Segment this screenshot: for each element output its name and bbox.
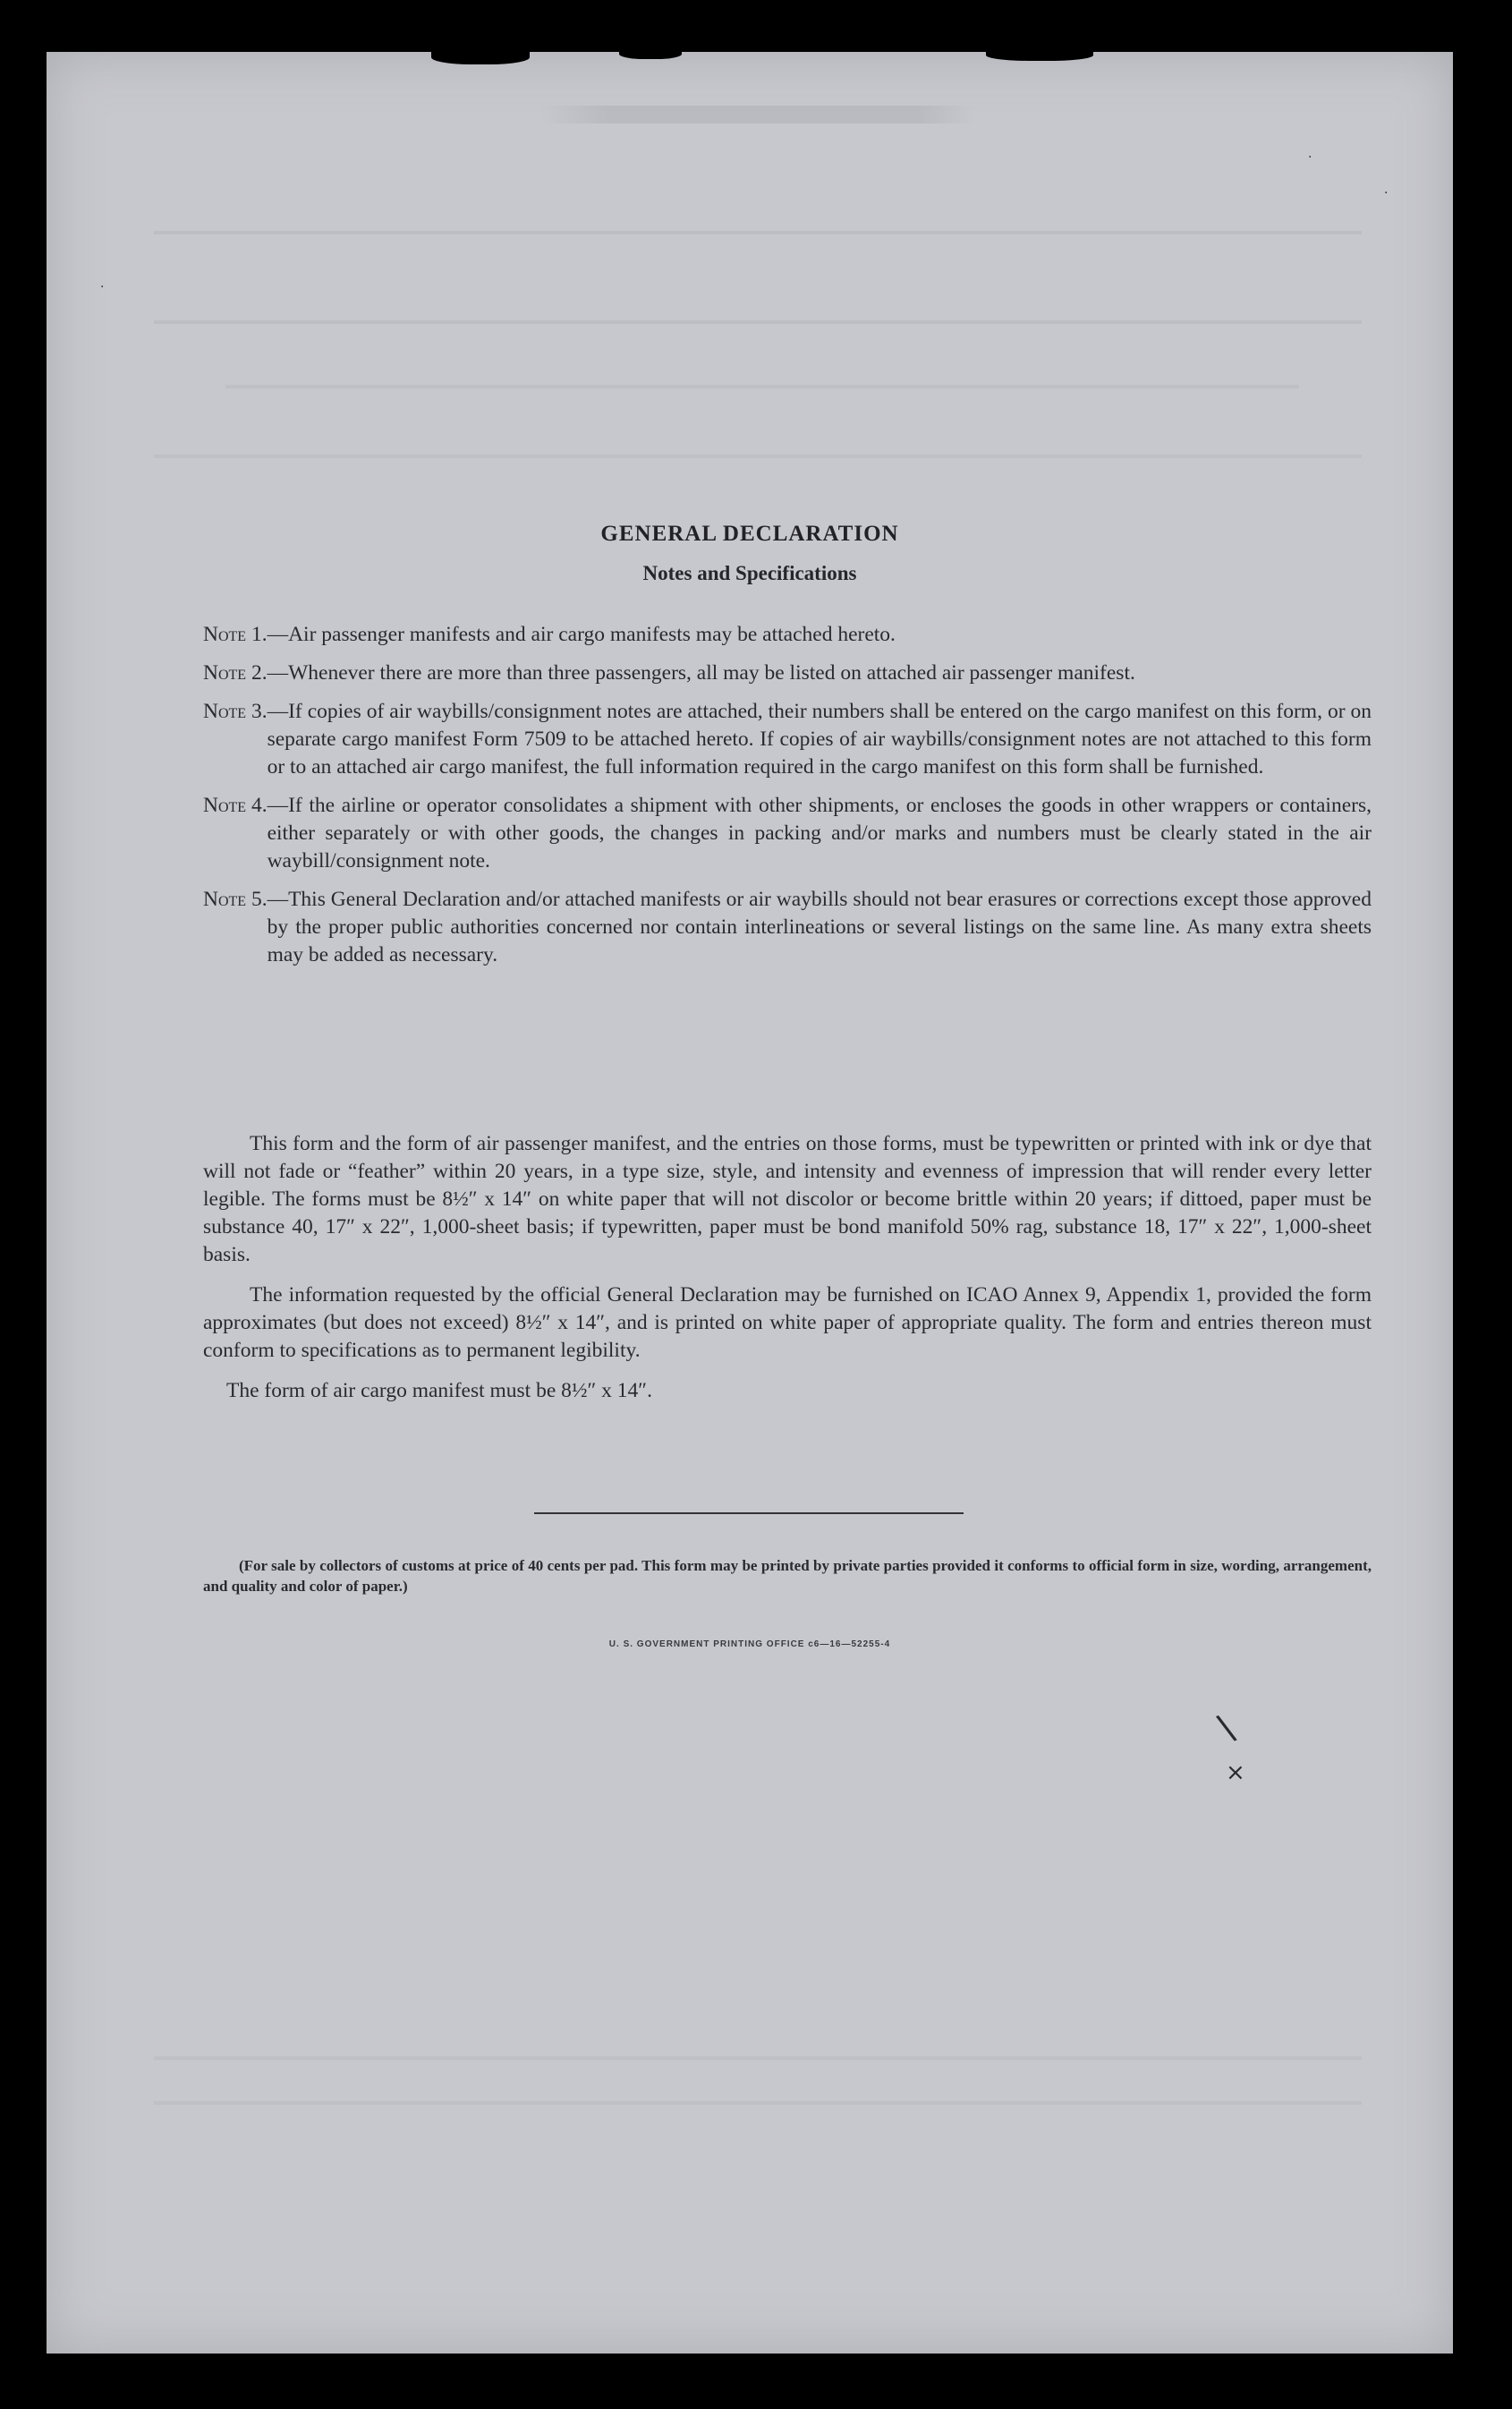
note-item (203, 660, 1372, 687)
note-label: Note 2. (203, 661, 268, 685)
bleed-through-line (47, 106, 1453, 123)
paper-tear (431, 52, 530, 64)
specifications-body (203, 1130, 1372, 1417)
bleed-through-line (154, 2056, 1362, 2060)
cargo-manifest-size-line: The form of air cargo manifest must be 8½″ x 14″. (226, 1379, 652, 1402)
note-label: Note 5. (203, 888, 268, 911)
note-label: Note 3. (203, 700, 268, 723)
note-text: —Whenever there are more than three passengers, all may be listed on attached air passenger manifest. (267, 661, 1135, 685)
paper-tear (619, 52, 682, 59)
speck-mark: · (100, 280, 105, 294)
bleed-through-line (154, 2101, 1362, 2105)
bleed-through-line (154, 455, 1362, 458)
note-label: Note 1. (203, 623, 268, 646)
sale-footnote: (For sale by collectors of customs at price of 40 cents per pad. This form may be printed by private parties provided it conforms to official form in size, wording, arrangement, and quality and color of paper.) (203, 1557, 1372, 1595)
document-page (47, 52, 1453, 2354)
specification-paragraph: This form and the form of air passenger manifest, and the entries on those forms, must be typewritten or printed with ink or dye that will not fade or “feather” within 20 years, in a type size, style, and intensity and evenness of impression that will render every letter legible. The forms must be 8½″ x 14″ on white paper that will not discolor or become brittle within 20 years; if dittoed, paper must be substance 40, 17″ x 22″, 1,000-sheet basis; if typewritten, paper must be bond manifold 50% rag, substance 18, 17″ x 22″, 1,000-sheet basis. (203, 1132, 1372, 1266)
speck-mark: · (1308, 150, 1312, 165)
speck-mark: · (1384, 186, 1389, 200)
specification-paragraph: The information requested by the official General Declaration may be furnished on ICAO Annex 9, Appendix 1, provided the form approximates (but does not exceed) 8½″ x 14″, and is printed on white paper of appropriate quality. The form and entries thereon must conform to specifications as to permanent legibility. (203, 1283, 1372, 1362)
speck-mark: × (1226, 1759, 1245, 1786)
note-item (203, 792, 1372, 875)
bleed-through-line (225, 385, 1299, 388)
bleed-through-line (154, 231, 1362, 234)
note-text: —Air passenger manifests and air cargo manifests may be attached hereto. (267, 623, 896, 646)
page-subtitle: Notes and Specifications (642, 562, 857, 584)
paper-tear (986, 52, 1093, 61)
note-label: Note 4. (203, 794, 268, 817)
printing-office-imprint: U. S. GOVERNMENT PRINTING OFFICE c6—16—52255-4 (608, 1639, 891, 1649)
divider-rule (534, 1512, 964, 1514)
note-item (203, 886, 1372, 969)
note-item (203, 621, 1372, 649)
note-text: —This General Declaration and/or attached manifests or air waybills should not bear erasures or corrections except those approved by the proper public authorities concerned nor contain interlineations or several listings on the same line. As many extra sheets may be added as necessary. (267, 888, 1372, 966)
note-item (203, 698, 1372, 781)
note-text: —If copies of air waybills/consignment notes are attached, their numbers shall be entered on the cargo manifest on this form, or on separate cargo manifest Form 7509 to be attached hereto. If copies of air waybills/consignment notes are not attached to this form or to an attached air cargo manifest, the full information required in the cargo manifest on this form shall be furnished. (267, 700, 1372, 779)
notes-list (203, 621, 1372, 980)
note-text: —If the airline or operator consolidates a shipment with other shipments, or encloses the goods in other wrappers or containers, either separately or with other goods, the changes in packing and/or marks and numbers must be clearly stated in the air waybill/consignment note. (267, 794, 1372, 873)
bleed-through-line (154, 320, 1362, 324)
speck-mark: \ (1213, 1707, 1239, 1749)
page-title: GENERAL DECLARATION (600, 522, 899, 546)
